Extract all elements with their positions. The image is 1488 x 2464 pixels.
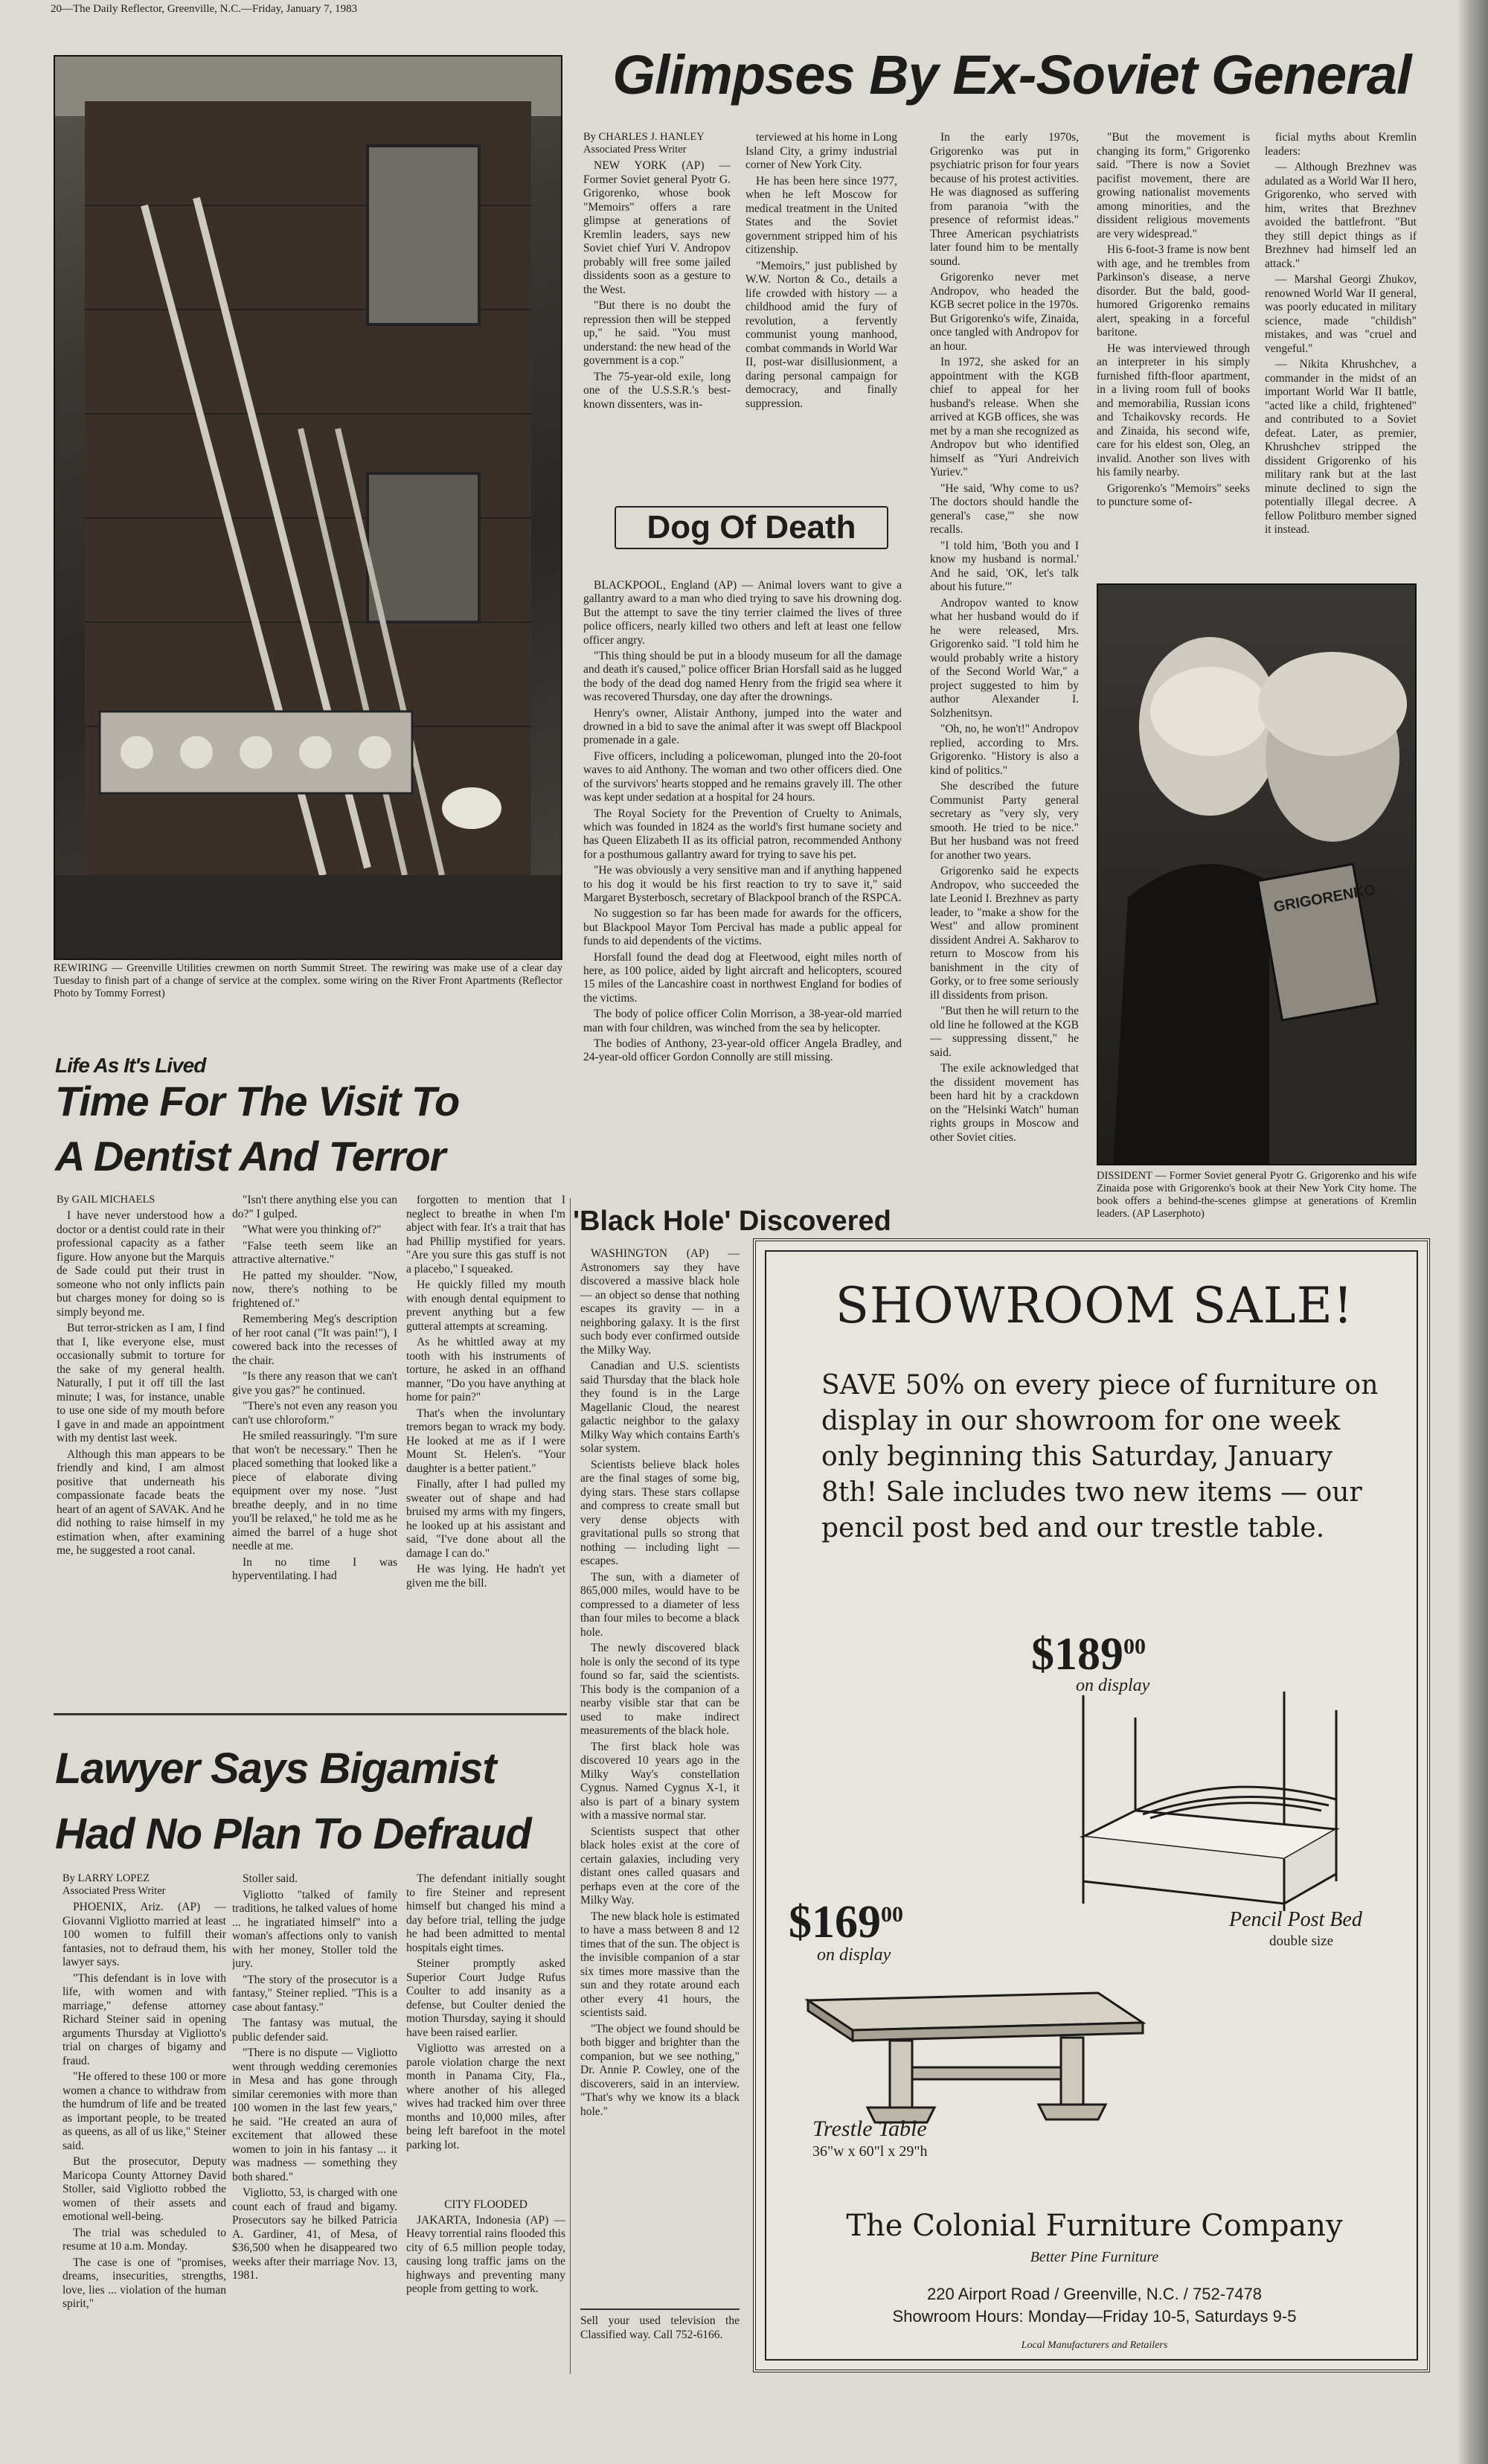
dog-paragraph: Five officers, including a policewoman, plunged into the 20-foot waves to aid Anthony. The woman and two other officers died. One of the survivors' hearts stopped and he remains gravely ill. The other was kept under sedation at a hospital for 24 hours.: [583, 749, 902, 804]
dentist-paragraph: "There's not even any reason you can't use chloroform.": [232, 1400, 397, 1427]
soviet-paragraph: "Memoirs," just published by W.W. Norton & Co., details a life crowded with history — a childhood amid the fury of revolution, a fervently communist young manhood, combat commands in World War II, post-war disillusionment, a daring personal campaign for democracy, and finally suppression.: [745, 259, 897, 410]
dentist-column-1: [57, 1194, 225, 1700]
dog-headline: Dog Of Death: [615, 506, 888, 549]
bigamist-headline-line-2: Had No Plan To Defraud: [55, 1810, 531, 1858]
ad-title: SHOWROOM SALE!: [835, 1277, 1354, 1334]
soviet-paragraph: ficial myths about Kremlin leaders:: [1265, 131, 1417, 158]
ad-body: SAVE 50% on every piece of furniture on display in our showroom for one week only beginning this Saturday, January 8th! Sale includes two new items — our pencil post bed and our trestle table.: [821, 1370, 1379, 1543]
bigamist-paragraph: The defendant initially sought to fire Steiner and represent himself but changed his mind a day before trial, telling the judge he had been admitted to mental hospitals eight times.: [406, 1872, 565, 1954]
dentist-headline-line-1: Time For The Visit To: [55, 1078, 460, 1124]
bigamist-paragraph: Vigliotto was arrested on a parole violation charge the next month in Panama City, Fla., where another of his alleged wives had tracked him over three months and 10,000 miles, after being left barefoot in the motel parking lot.: [406, 2042, 565, 2151]
dentist-paragraph: forgotten to mention that I neglect to breathe in when I'm abject with fear. It's a trait that has had Phillip mystified for years. "Are you sure this gas stuff is not a placebo," I squeaked.: [406, 1194, 565, 1276]
rewiring-photo-illustration: [55, 57, 562, 960]
bigamist-paragraph: Stoller said.: [243, 1872, 298, 1885]
dentist-column-3: [406, 1194, 565, 1700]
dentist-paragraph: As he whittled away at my tooth with his instruments of torture, he asked in an offhand manner, "Do you have anything at home for pain?": [406, 1336, 565, 1404]
soviet-byline: By CHARLES J. HANLEY Associated Press Writer: [583, 131, 705, 156]
soviet-paragraph: terviewed at his home in Long Island City, a grimy industrial corner of New York City.: [745, 131, 897, 171]
soviet-paragraph: — Although Brezhnev was adulated as a World War II hero, Grigorenko, who served with him, writes that Brezhnev avoided the battlefront. "But they still depict things as if Brezhnev had himself led an attack.": [1265, 161, 1417, 270]
blackhole-headline: 'Black Hole' Discovered: [573, 1206, 891, 1237]
classified-filler: Sell your used television the Classified way. Call 752-6166.: [580, 2314, 740, 2341]
jakarta-paragraph: JAKARTA, Indonesia (AP) — Heavy torrential rains flooded this city of 6.5 million people today, causing long traffic jams on the highways and preventing many people from getting to work.: [406, 2213, 565, 2295]
dog-story: [583, 579, 902, 1167]
dentist-paragraph: He quickly filled my mouth with enough dental equipment to prevent anything but a few gutteral attempts at screaming.: [406, 1279, 565, 1333]
table-price-dollars: $169: [789, 1897, 881, 1948]
blackhole-paragraph: The new black hole is estimated to have a mass between 8 and 12 times that of the sun. The object is the invisible companion of a star six times more massive than the sun and they rotate around each other every 41 hours, the scientists said.: [580, 1910, 740, 2019]
dentist-paragraph: He patted my shoulder. "Now, now, there's nothing to be frightened of.": [232, 1269, 397, 1310]
dentist-paragraph: "What were you thinking of?": [243, 1223, 382, 1236]
dog-paragraph: "He was obviously a very sensitive man and if anything happened to his dog it would be his first reaction to try to save it," said Margaret Bysterbosch, secretary of Blackpool branch of the RSPCA.: [583, 864, 902, 904]
bigamist-paragraph: Steiner promptly asked Superior Court Judge Rufus Coulter to add insanity as a defense, but Coulter denied the motion Thursday, saying it should have been raised earlier.: [406, 1957, 565, 2039]
bigamist-paragraph: PHOENIX, Ariz. (AP) — Giovanni Vigliotto married at least 100 women to fulfill their fantasies, not to defraud them, his lawyer says.: [62, 1901, 226, 1968]
showroom-hours: Showroom Hours: Monday—Friday 10-5, Saturdays 9-5: [892, 2307, 1297, 2326]
table-price-cents: 00: [881, 1902, 903, 1927]
dog-paragraph: The Royal Society for the Prevention of Cruelty to Animals, which was founded in 1824 as the world's first humane society and has Queen Elizabeth II as its official patron, recommended Anthony for a posthumous gallantry award for trying to save his pet.: [583, 807, 902, 861]
bigamist-paragraph: "This defendant is in love with life, with women and with marriage," defense attorney Richard Steiner said in opening arguments Thursday at Vigliotto's trial on charges of bigamy and fraud.: [62, 1971, 226, 2067]
table-note: on display: [817, 1945, 891, 1965]
dog-paragraph: Horsfall found the dead dog at Fleetwood, eight miles north of here, as 100 police, aided by light aircraft and helicopters, scoured 15 miles of the Lancashire coast in northwest England for bodies of the victims.: [583, 950, 902, 1005]
dentist-paragraph: "False teeth seem like an attractive alternative.": [232, 1239, 397, 1266]
soviet-column-4: [1097, 131, 1250, 577]
dentist-paragraph: Finally, after I had pulled my sweater out of shape and had bruised my arms with my fingers, he looked up at his assistant and said, "I've done about all the damage I can do.": [406, 1478, 565, 1560]
soviet-column-5: [1265, 131, 1417, 577]
soviet-paragraph: "But then he will return to the old line he followed at the KGB — suppressing dissent," he said.: [930, 1005, 1079, 1059]
blackhole-story: [580, 1247, 740, 2274]
soviet-paragraph: In the early 1970s, Grigorenko was put in psychiatric prison for four years because of his protest activities. He was diagnosed as suffering from paranoia "with the presence of reformist ideas." Three American psychiatrists later found him to be mentally sound.: [930, 131, 1079, 268]
company-name: The Colonial Furniture Company: [846, 2209, 1343, 2243]
section-divider: [54, 1713, 567, 1715]
filler-divider: [580, 2308, 740, 2310]
soviet-headline: Glimpses By Ex-Soviet General: [612, 44, 1411, 106]
grigorenko-caption: DISSIDENT — Former Soviet general Pyotr G. Grigorenko and his wife Zinaida pose with Grigorenko's book at their New York City home. The book offers a behind-the-scenes glimpse at generations of Kremlin leaders. (AP Laserphoto): [1097, 1170, 1417, 1220]
jakarta-brief: [406, 2198, 565, 2369]
soviet-paragraph: — Marshal Georgi Zhukov, renowned World War II general, was poorly educated in military science, made "childish" mistakes, and was "cruel and vengeful.": [1265, 273, 1417, 355]
soviet-paragraph: Grigorenko never met Andropov, who headed the KGB secret police in the 1970s. But Grigorenko's wife, Zinaida, once tangled with Andropov for an hour.: [930, 271, 1079, 353]
dentist-kicker: Life As It's Lived: [55, 1054, 206, 1077]
bigamist-paragraph: The fantasy was mutual, the public defender said.: [232, 2017, 397, 2044]
blackhole-paragraph: "The object we found should be both bigger and brighter than the companion, but we see nothing," Dr. Annie P. Cowley, one of the discoverers, said in an interview. "That's why we know its a black hole.": [580, 2022, 740, 2118]
soviet-paragraph: "But there is no doubt the repression then will be stepped up," he said. "You must understand: the new head of the government is a cop.": [583, 299, 731, 367]
table-name: Trestle Table: [812, 2116, 927, 2141]
blackhole-paragraph: WASHINGTON (AP) — Astronomers say they have discovered a massive black hole — an object so dense that nothing escapes its gravity — in a neighboring galaxy. It is the first such body ever confirmed outside the Milky Way.: [580, 1247, 740, 1357]
ad-footer: Local Manufacturers and Retailers: [1021, 2340, 1168, 2351]
column-rule: [570, 1198, 571, 2374]
blackhole-paragraph: The first black hole was discovered 10 years ago in the Milky Way's constellation Cygnus. Named Cygnus X-1, it also is part of a binary system with a massive normal star.: [580, 1740, 740, 1822]
soviet-paragraph: He has been here since 1977, when he left Moscow for medical treatment in the United States and the Soviet government stripped him of his citizenship.: [745, 174, 897, 256]
company-address: 220 Airport Road / Greenville, N.C. / 752-7478: [926, 2285, 1263, 2303]
dentist-paragraph: He was lying. He hadn't yet given me the bill.: [406, 1563, 565, 1590]
page-edge: [1458, 0, 1488, 2464]
soviet-paragraph: His 6-foot-3 frame is now bent with age, and he trembles from Parkinson's disease, a nerve disorder. But the bald, good-humored Grigorenko remains alert, speaking in a forceful baritone.: [1097, 243, 1250, 339]
table-price: [789, 1896, 903, 1949]
book-title: GRIGORENKO: [1272, 881, 1377, 916]
soviet-paragraph: He was interviewed through an interpreter in his simply furnished fifth-floor apartment, in a living room full of books and memorabilia, Russian icons and Tchaikovsky records. He and Zinaida, his second wife, care for his eldest son, Oleg, an invalid. Another son lives with his family nearby.: [1097, 342, 1250, 479]
soviet-paragraph: — Nikita Khrushchev, a commander in the midst of an important World War II battle, "acted like a child, frightened" and contributed to a Soviet defeat. Later, as premier, Khrushchev stripped the dissident Grigorenko of his military rank but at the last minute declined to sign the potentially illegal decree. A fellow Politburo member signed it instead.: [1265, 358, 1417, 536]
dog-paragraph: The bodies of Anthony, 23-year-old officer Angela Bradley, and 24-year-old officer Gordon Connolly are still missing.: [583, 1037, 902, 1064]
bigamist-column-2: [232, 1872, 397, 2364]
dog-paragraph: "This thing should be put in a bloody museum for all the damage and death it's caused," police officer Brian Horsfall said as he lugged the body of the dead dog named Henry from the frigid sea where it was recovered Thursday, one day after the drownings.: [583, 650, 902, 704]
soviet-column-1: [583, 131, 731, 467]
soviet-paragraph: "He said, 'Why come to us? The doctors should handle the general's case,'" she now recalls.: [930, 481, 1079, 536]
blackhole-paragraph: Scientists believe black holes are the final stages of some big, dying stars. These stars collapse and compress to create small but very dense objects with gravitational pulls so strong that nothing — including light — escapes.: [580, 1458, 740, 1567]
dog-paragraph: BLACKPOOL, England (AP) — Animal lovers want to give a gallantry award to a man who died trying to save his drowning dog. But the attempt to save the tiny terrier claimed the lives of three police officers, nearly killed two others and left at least one fellow officer angry.: [583, 579, 902, 647]
dog-paragraph: No suggestion so far has been made for awards for the officers, but Blackpool Mayor Tom Percival has made a public appeal for funds to aid dependents of the victims.: [583, 907, 902, 948]
bigamist-column-3: [406, 1872, 565, 2185]
blackhole-paragraph: The newly discovered black hole is only the second of its type found so far, said the scientists. This body is the companion of a nearby visible star that can be used to make indirect measurements of the black hole.: [580, 1642, 740, 1737]
jakarta-head: CITY FLOODED: [444, 2198, 527, 2211]
blackhole-paragraph: Scientists suspect that other black holes exist at the core of certain galaxies, including very distant ones called quasars and perhaps even at the core of the Milky Way.: [580, 1825, 740, 1907]
rewiring-caption: REWIRING — Greenville Utilities crewmen on north Summit Street. The rewiring was make use of a clear day Tuesday to finish part of a change of service at the complex. some wiring on the River Front Apartments (Reflector Photo by Tommy Forrest): [54, 962, 562, 999]
dentist-byline: By GAIL MICHAELS: [57, 1194, 155, 1206]
soviet-paragraph: Grigorenko's "Memoirs" seeks to puncture some of-: [1097, 481, 1250, 508]
dentist-paragraph: But terror-stricken as I am, I find that I, like everyone else, must occasionally submit to torture for the sake of my general health. Naturally, I put it off till the last minute; I was, for instance, unable to use one side of my mouth before I gave in and made an appointment with my dentist last week.: [57, 1322, 225, 1444]
blackhole-paragraph: The sun, with a diameter of 865,000 miles, would have to be compressed to a diameter of less than four miles to become a black hole.: [580, 1570, 740, 1639]
rewiring-photo: [54, 55, 562, 960]
bed-price-dollars: $189: [1031, 1629, 1123, 1680]
soviet-paragraph: In 1972, she asked for an appointment with the KGB chief to appeal for her husband's release. When she arrived at KGB offices, she was met by a man she recognized as Andropov but who identified himself as "Yuri Andreivich Yuriev.": [930, 356, 1079, 479]
bed-note: on display: [1076, 1676, 1150, 1695]
dentist-paragraph: He smiled reassuringly. "I'm sure that won't be necessary." Then he placed something that looked like a piece of elaborate diving equipment over my nose. "Just breathe deeply, and in no time you'll be relaxed," he told me as he aimed the barrel of a huge shot needle at me.: [232, 1430, 397, 1552]
bed-name: Pencil Post Bed: [1229, 1908, 1362, 1931]
soviet-column-2: [745, 131, 897, 467]
bigamist-paragraph: The case is one of "promises, dreams, insecurities, strengths, love, lies ... violation of the human spirit,": [62, 2256, 226, 2310]
dentist-paragraph: Remembering Meg's description of her root canal ("It was pain!"), I cowered back into the recesses of the chair.: [232, 1313, 397, 1367]
company-tagline: Better Pine Furniture: [1030, 2249, 1159, 2265]
soviet-paragraph: She described the future Communist Party general secretary as "very sly, very smooth. He tried to be nice." But her husband was not freed for another two years.: [930, 780, 1079, 862]
soviet-paragraph: "Oh, no, he won't!" Andropov replied, according to Mrs. Grigorenko. "History is also a kind of politics.": [930, 723, 1079, 777]
soviet-paragraph: The 75-year-old exile, long one of the U.S.S.R.'s best-known dissenters, was in-: [583, 370, 731, 411]
bigamist-headline-line-1: Lawyer Says Bigamist: [55, 1744, 496, 1793]
soviet-paragraph: "I told him, 'Both you and I know my husband is normal.' And he said, 'OK, let's talk about his future.'": [930, 539, 1079, 593]
dog-paragraph: The body of police officer Colin Morrison, a 38-year-old married man with four children, was winched from the sea by helicopter.: [583, 1008, 902, 1034]
grigorenko-photo-illustration: [1098, 585, 1417, 1165]
bed-size: double size: [1269, 1933, 1334, 1949]
pencil-post-bed-illustration: [1046, 1688, 1359, 1926]
soviet-column-3: [930, 131, 1079, 1240]
bed-price: [1031, 1628, 1146, 1681]
dentist-paragraph: That's when the involuntary tremors began to wrack my body. He looked at me as if I were Mount St. Helen's. "Your daughter is a better patient.": [406, 1407, 565, 1475]
showroom-sale-ad: [753, 1238, 1430, 2372]
blackhole-paragraph: Canadian and U.S. scientists said Thursday that the black hole they found is in the Large Magellanic Cloud, the nearest galactic neighbor to the galaxy Milky Way which contains Earth's solar system.: [580, 1360, 740, 1455]
dentist-paragraph: Although this man appears to be friendly and kind, I am almost positive that underneath his compassionate facade beats the heart of an agent of SAVAK. And he did nothing to raise himself in my estimation when, after examining me, he suggested a root canal.: [57, 1447, 225, 1557]
bigamist-paragraph: Vigliotto "talked of family traditions, he talked values of home ... he ingratiated himself" into a woman's affections only to vanish with her money, Stoller told the jury.: [232, 1888, 397, 1970]
dog-paragraph: Henry's owner, Alistair Anthony, jumped into the water and drowned in a bid to save the animal after it was swept off Blackpool promenade in a gale.: [583, 706, 902, 747]
dentist-paragraph: In no time I was hyperventilating. I had: [232, 1555, 397, 1582]
bigamist-column-1: [62, 1872, 226, 2364]
bigamist-paragraph: "The story of the prosecutor is a fantasy," Steiner replied. "This is a case about fantasy.": [232, 1973, 397, 2014]
bigamist-paragraph: The trial was scheduled to resume at 10 a.m. Monday.: [62, 2226, 226, 2253]
dentist-paragraph: I have never understood how a doctor or a dentist could rate in their professional capacity as a father figure. How anyone but the Marquis de Sade could put their trust in someone who not only inflicts pain but charges money for doing so is simply beyond me.: [57, 1209, 225, 1319]
dentist-headline-line-2: A Dentist And Terror: [55, 1133, 446, 1180]
bigamist-paragraph: "There is no dispute — Vigliotto went through wedding ceremonies in Mesa and has gone through similar ceremonies with more than 100 women in the last few years," he said. "He created an aura of excitement that allowed these women to join in his fantasy ... it was madness — something they both shared.": [232, 2047, 397, 2183]
soviet-paragraph: Andropov wanted to know what her husband would do if he were released, Mrs. Grigorenko said. "I told him he would probably write a history of the Second World War," a project suggested to him by author Alexander I. Solzhenitsyn.: [930, 596, 1079, 720]
dentist-paragraph: "Is there any reason that we can't give you gas?" he continued.: [232, 1370, 397, 1397]
soviet-paragraph: "But the movement is changing its form," Grigorenko said. "There is now a Soviet pacifist movement, there are growing nationalist movements among minorities, and the dissident religious movements are very widespread.": [1097, 131, 1250, 240]
bed-price-cents: 00: [1123, 1634, 1146, 1659]
dentist-paragraph: "Isn't there anything else you can do?" I gulped.: [232, 1194, 397, 1220]
table-size: 36"w x 60"l x 29"h: [812, 2143, 928, 2160]
bigamist-byline: By LARRY LOPEZ Associated Press Writer: [62, 1872, 166, 1897]
soviet-paragraph: Grigorenko said he expects Andropov, who succeeded the late Leonid I. Brezhnev as party leader, to "make a show for the West" and allow prominent dissident Andrei A. Sakharov to return to Moscow from his banishment in the city of Gorky, or to free some seriously ill dissidents from prison.: [930, 865, 1079, 1002]
dentist-column-2: [232, 1194, 397, 1700]
page-folio: 20—The Daily Reflector, Greenville, N.C.—Friday, January 7, 1983: [51, 3, 358, 15]
soviet-paragraph: The exile acknowledged that the dissident movement has been hard hit by a crackdown on the "Helsinki Watch" human rights groups in Moscow and other Soviet cities.: [930, 1062, 1079, 1144]
bigamist-paragraph: Vigliotto, 53, is charged with one count each of fraud and bigamy. Prosecutors say he bilked Patricia A. Gardiner, 41, of Mesa, of $36,500 when he disappeared two weeks after their marriage Nov. 13, 1981.: [232, 2186, 397, 2282]
bigamist-paragraph: But the prosecutor, Deputy Maricopa County Attorney David Stoller, said Vigliotto robbed the women of their assets and emotional well-being.: [62, 2155, 226, 2223]
bigamist-paragraph: "He offered to these 100 or more women a chance to withdraw from the humdrum of life and be treated as important people, to be treated as queens, as all of us like," Steiner said.: [62, 2070, 226, 2152]
grigorenko-photo: [1097, 583, 1417, 1165]
soviet-paragraph: NEW YORK (AP) — Former Soviet general Pyotr G. Grigorenko, whose book "Memoirs" offers a rare glimpse at generations of Kremlin leaders, says new Soviet chief Yuri V. Andropov probably will free some jailed dissidents soon as a gesture to the West.: [583, 159, 731, 296]
